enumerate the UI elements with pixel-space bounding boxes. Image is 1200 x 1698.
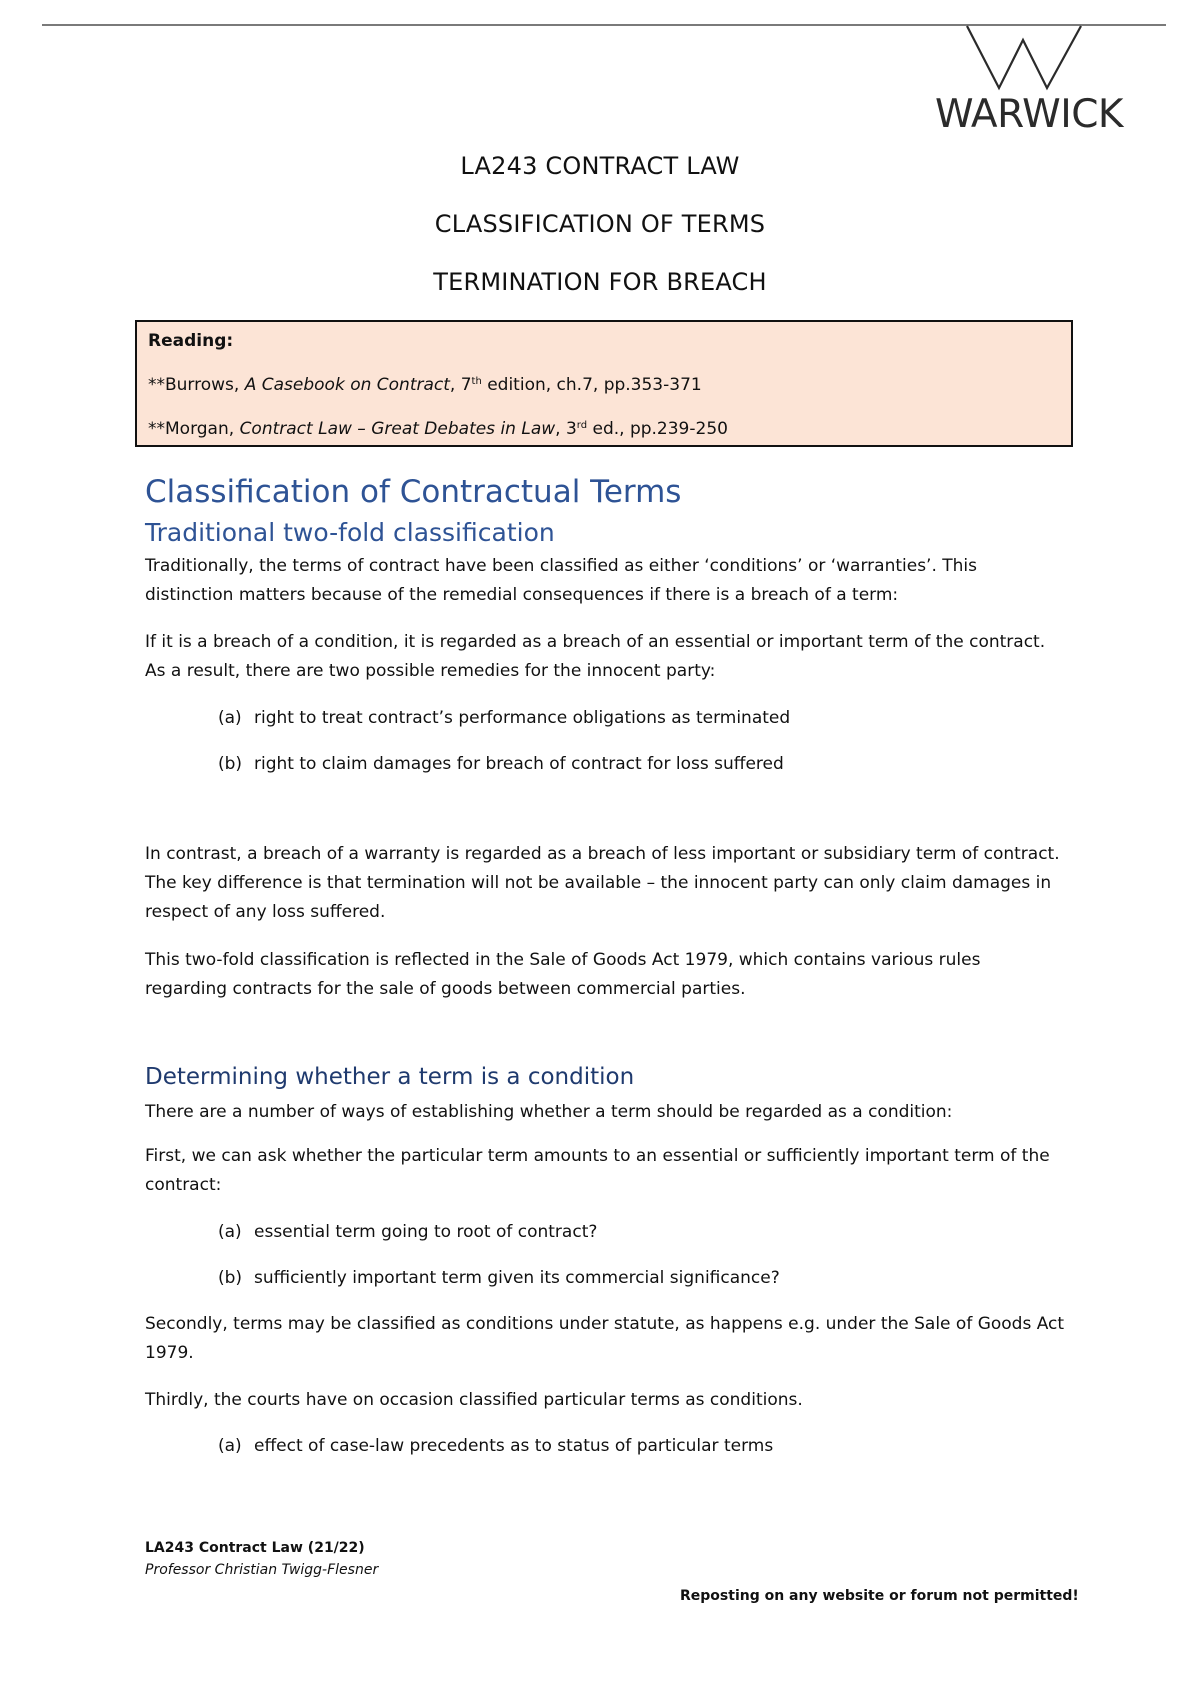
paragraph: If it is a breach of a condition, it is regarded as a breach of an essential or important term of the contract. As a result, there are two possible remedies for the innocent party: bbox=[145, 632, 1046, 681]
list-item: (a) essential term going to root of contract? bbox=[218, 1222, 598, 1242]
paragraph: Traditionally, the terms of contract have been classified as either ‘conditions’ or ‘warranties’. This distinction matters because of the remedial consequences if there is a breach of a term: bbox=[145, 556, 977, 605]
document-titles bbox=[0, 148, 1200, 322]
paragraph: Secondly, terms may be classified as conditions under statute, as happens e.g. under the Sale of Goods Act 1979. bbox=[145, 1314, 1065, 1363]
warwick-w-mark-icon bbox=[965, 24, 1085, 92]
section-heading: Classification of Contractual Terms bbox=[145, 474, 682, 510]
list-item: (b) sufficiently important term given its commercial significance? bbox=[218, 1268, 780, 1288]
list-item: (a) effect of case-law precedents as to status of particular terms bbox=[218, 1436, 774, 1456]
footer-author: Professor Christian Twigg-Flesner bbox=[145, 1562, 379, 1578]
reading-label: Reading: bbox=[148, 331, 234, 351]
book-title: A Casebook on Contract bbox=[244, 375, 450, 395]
warwick-logo bbox=[935, 24, 1123, 137]
paragraph: In contrast, a breach of a warranty is regarded as a breach of less important or subsidiary term of contract. The key difference is that termination will not be available – the innocent party can only claim damages in respect of any loss suffered. bbox=[145, 844, 1060, 922]
list-item: (b) right to claim damages for breach of contract for loss suffered bbox=[218, 754, 784, 774]
topic-title: CLASSIFICATION OF TERMS bbox=[434, 210, 766, 238]
reading-box bbox=[135, 320, 1073, 447]
paragraph: Thirdly, the courts have on occasion classified particular terms as conditions. bbox=[145, 1390, 803, 1410]
subheading-condition: Determining whether a term is a condition bbox=[145, 1064, 635, 1090]
book-title: Contract Law – Great Debates in Law bbox=[239, 419, 556, 439]
paragraph: There are a number of ways of establishing whether a term should be regarded as a condition: bbox=[145, 1102, 953, 1122]
paragraph: This two-fold classification is reflected in the Sale of Goods Act 1979, which contains various rules regarding contracts for the sale of goods between commercial parties. bbox=[145, 950, 981, 999]
course-title: LA243 CONTRACT LAW bbox=[460, 152, 740, 180]
reading-item-morgan: **Morgan, Contract Law – Great Debates in Law, 3rd ed., pp.239-250 bbox=[148, 419, 728, 439]
footer-notice: Reposting on any website or forum not permitted! bbox=[680, 1588, 1079, 1604]
list-item: (a) right to treat contract’s performance obligations as terminated bbox=[218, 708, 791, 728]
subheading-two-fold: Traditional two-fold classification bbox=[145, 518, 555, 547]
paragraph: First, we can ask whether the particular term amounts to an essential or sufficiently important term of the contract: bbox=[145, 1146, 1050, 1195]
reading-item-burrows: **Burrows, A Casebook on Contract, 7th edition, ch.7, pp.353-371 bbox=[148, 375, 702, 395]
footer-course: LA243 Contract Law (21/22) bbox=[145, 1540, 365, 1556]
subtopic-title: TERMINATION FOR BREACH bbox=[433, 268, 767, 296]
logo-wordmark: WARWICK bbox=[935, 92, 1123, 137]
